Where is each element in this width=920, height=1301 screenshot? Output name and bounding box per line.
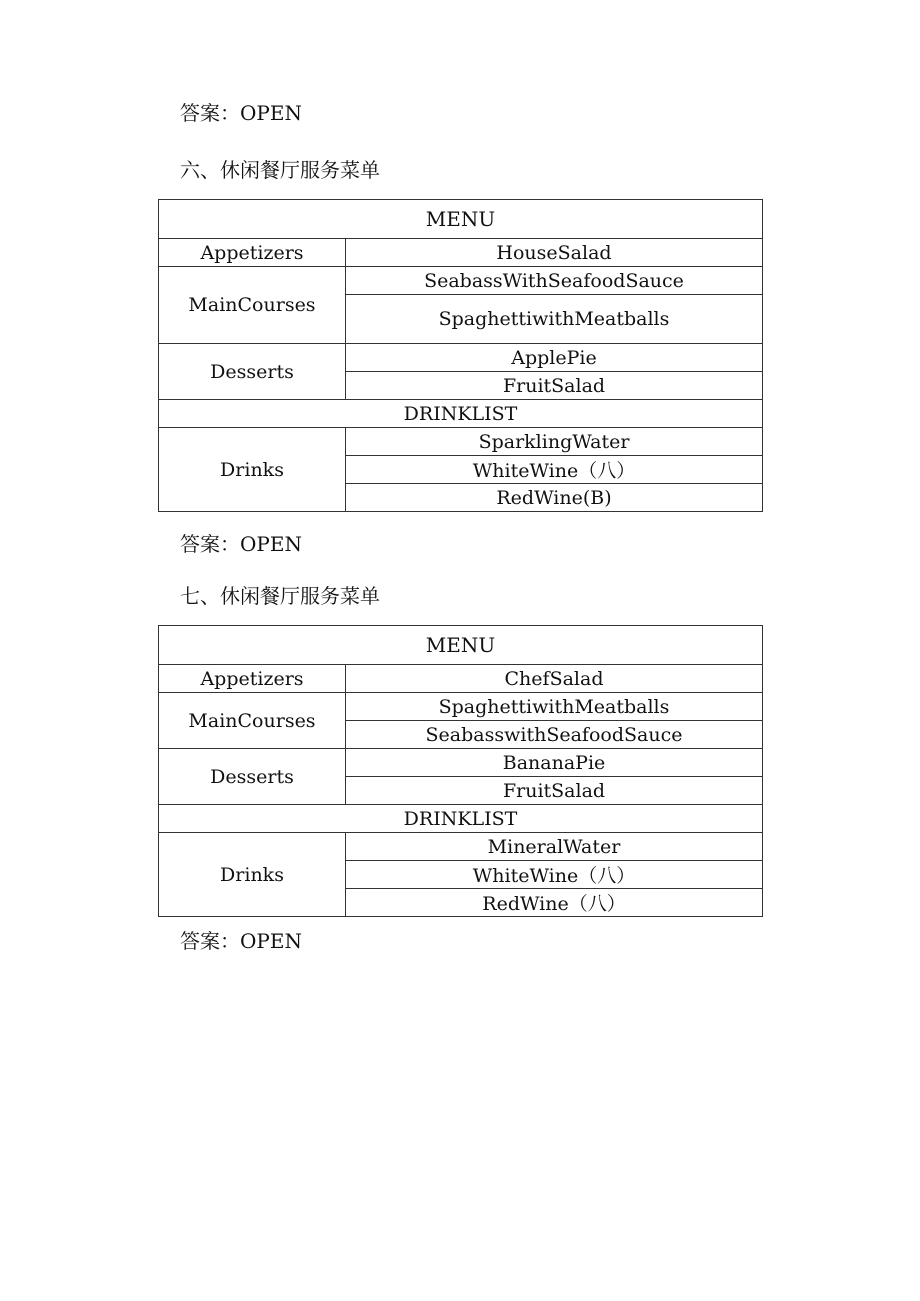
menu-item: WhiteWine（八） — [346, 861, 763, 889]
category-appetizers: Appetizers — [159, 239, 346, 267]
menu-item: ChefSalad — [346, 665, 763, 693]
menu-table-6 — [158, 199, 763, 512]
drinklist-title: DRINKLIST — [159, 805, 763, 833]
menu-item: BananaPie — [346, 749, 763, 777]
category-appetizers: Appetizers — [159, 665, 346, 693]
menu-item: FruitSalad — [346, 777, 763, 805]
menu-item: MineralWater — [346, 833, 763, 861]
menu-item: ApplePie — [346, 344, 763, 372]
category-main-courses: MainCourses — [159, 693, 346, 749]
menu-item: WhiteWine（八） — [346, 456, 763, 484]
menu-item: SeabasswithSeafoodSauce — [346, 721, 763, 749]
menu-item: HouseSalad — [346, 239, 763, 267]
category-drinks: Drinks — [159, 428, 346, 512]
menu-item: SparklingWater — [346, 428, 763, 456]
category-main-courses: MainCourses — [159, 267, 346, 344]
menu-title: MENU — [159, 200, 763, 239]
drinklist-title: DRINKLIST — [159, 400, 763, 428]
menu-table-7 — [158, 625, 763, 917]
category-desserts: Desserts — [159, 344, 346, 400]
menu-item: SeabassWithSeafoodSauce — [346, 267, 763, 295]
menu-item: SpaghettiwithMeatballs — [346, 295, 763, 344]
section-heading-6: 六、休闲餐厅服务菜单 — [180, 158, 380, 182]
answer-line-top: 答案：OPEN — [180, 101, 302, 125]
section-heading-7: 七、休闲餐厅服务菜单 — [180, 584, 380, 608]
menu-item: SpaghettiwithMeatballs — [346, 693, 763, 721]
category-drinks: Drinks — [159, 833, 346, 917]
menu-item: RedWine（八） — [346, 889, 763, 917]
answer-line-7: 答案：OPEN — [180, 929, 302, 953]
answer-line-6: 答案：OPEN — [180, 532, 302, 556]
category-desserts: Desserts — [159, 749, 346, 805]
menu-item: RedWine(B) — [346, 484, 763, 512]
menu-item: FruitSalad — [346, 372, 763, 400]
menu-title: MENU — [159, 626, 763, 665]
